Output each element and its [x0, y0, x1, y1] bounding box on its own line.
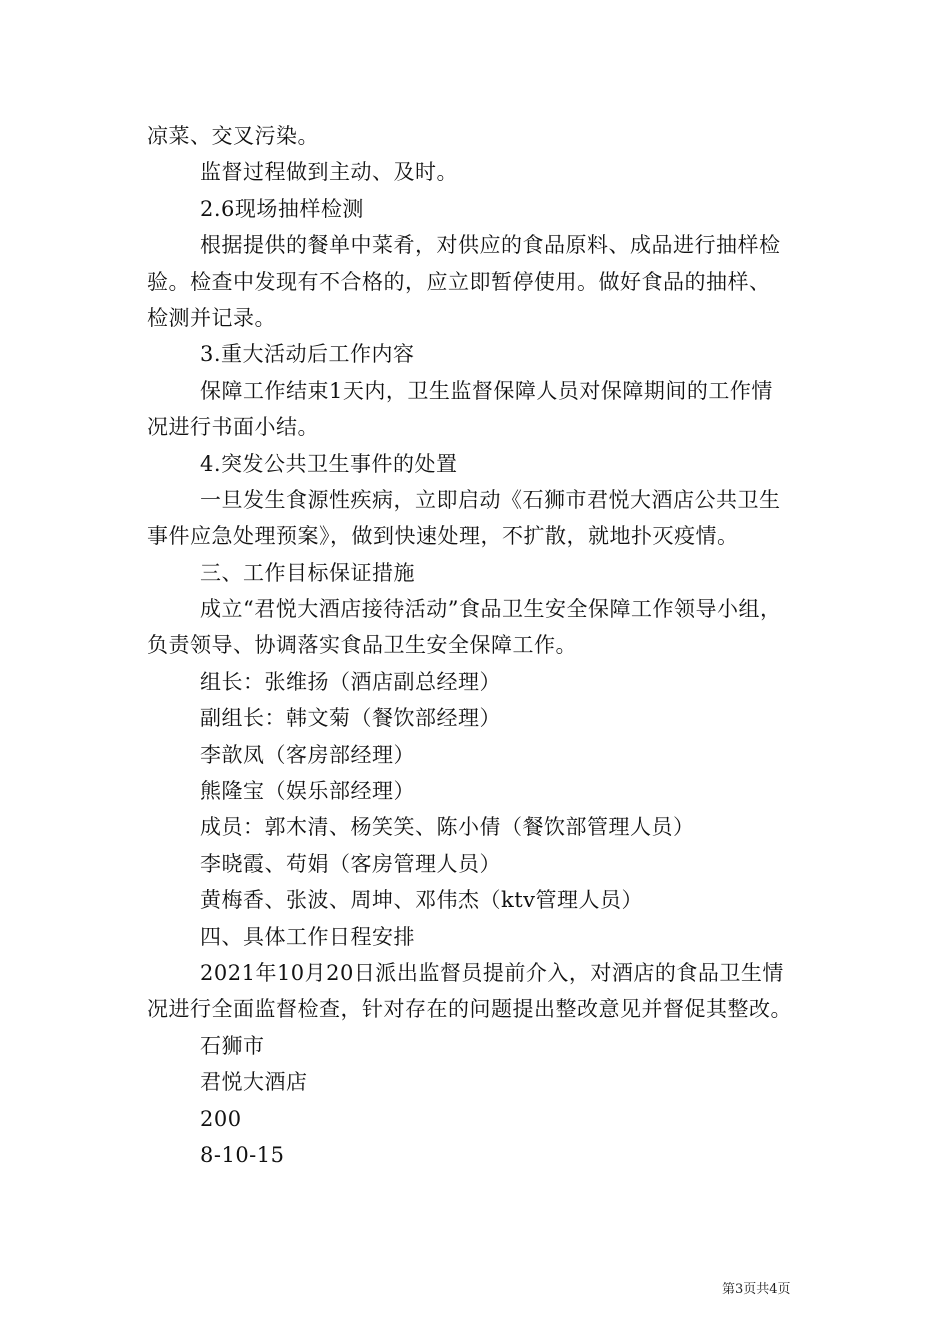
text-line: 况进行书面小结。 — [147, 415, 319, 440]
section-heading: 4.突发公共卫生事件的处置 — [200, 451, 458, 476]
text-line: 一旦发生食源性疾病，立即启动《石狮市君悦大酒店公共卫生 — [200, 487, 781, 512]
document-body — [0, 118, 950, 1173]
text-line: 检测并记录。 — [147, 305, 276, 330]
text-line: 保障工作结束1天内，卫生监督保障人员对保障期间的工作情 — [200, 378, 773, 403]
member-line: 组长：张维扬（酒店副总经理） — [200, 669, 501, 694]
text-line: 事件应急处理预案》，做到快速处理，不扩散，就地扑灭疫情。 — [147, 524, 739, 549]
signature-line: 8-10-15 — [200, 1142, 285, 1167]
member-line: 熊隆宝（娱乐部经理） — [200, 779, 415, 804]
member-line: 李歆凤（客房部经理） — [200, 742, 415, 767]
page-number: 第3页共4页 — [722, 1282, 791, 1297]
text-line: 2021年10月20日派出监督员提前介入，对酒店的食品卫生情 — [200, 960, 784, 985]
section-heading: 2.6现场抽样检测 — [200, 196, 364, 221]
text-line: 凉菜、交叉污染。 — [147, 124, 319, 148]
text-line: 验。检查中发现有不合格的，应立即暂停使用。做好食品的抽样、 — [147, 269, 771, 294]
member-line: 黄梅香、张波、周坤、邓伟杰（ktv管理人员） — [200, 888, 644, 913]
text-line: 况进行全面监督检查，针对存在的问题提出整改意见并督促其整改。 — [147, 997, 792, 1022]
section-heading: 三、工作目标保证措施 — [200, 560, 415, 585]
member-line: 副组长：韩文菊（餐饮部经理） — [200, 706, 501, 731]
member-line: 李晓霞、苟娟（客房管理人员） — [200, 851, 501, 876]
text-line: 负责领导、协调落实食品卫生安全保障工作。 — [147, 633, 577, 658]
text-line: 监督过程做到主动、及时。 — [200, 160, 458, 185]
signature-line: 石狮市 — [200, 1033, 265, 1058]
signature-line: 200 — [200, 1106, 242, 1131]
section-heading: 3.重大活动后工作内容 — [200, 342, 415, 367]
text-line: 成立“君悦大酒店接待活动”食品卫生安全保障工作领导小组， — [200, 597, 782, 622]
member-line: 成员：郭木清、杨笑笑、陈小倩（餐饮部管理人员） — [200, 815, 695, 840]
section-heading: 四、具体工作日程安排 — [200, 924, 415, 949]
signature-line: 君悦大酒店 — [200, 1070, 308, 1095]
text-line: 根据提供的餐单中菜肴，对供应的食品原料、成品进行抽样检 — [200, 233, 781, 258]
